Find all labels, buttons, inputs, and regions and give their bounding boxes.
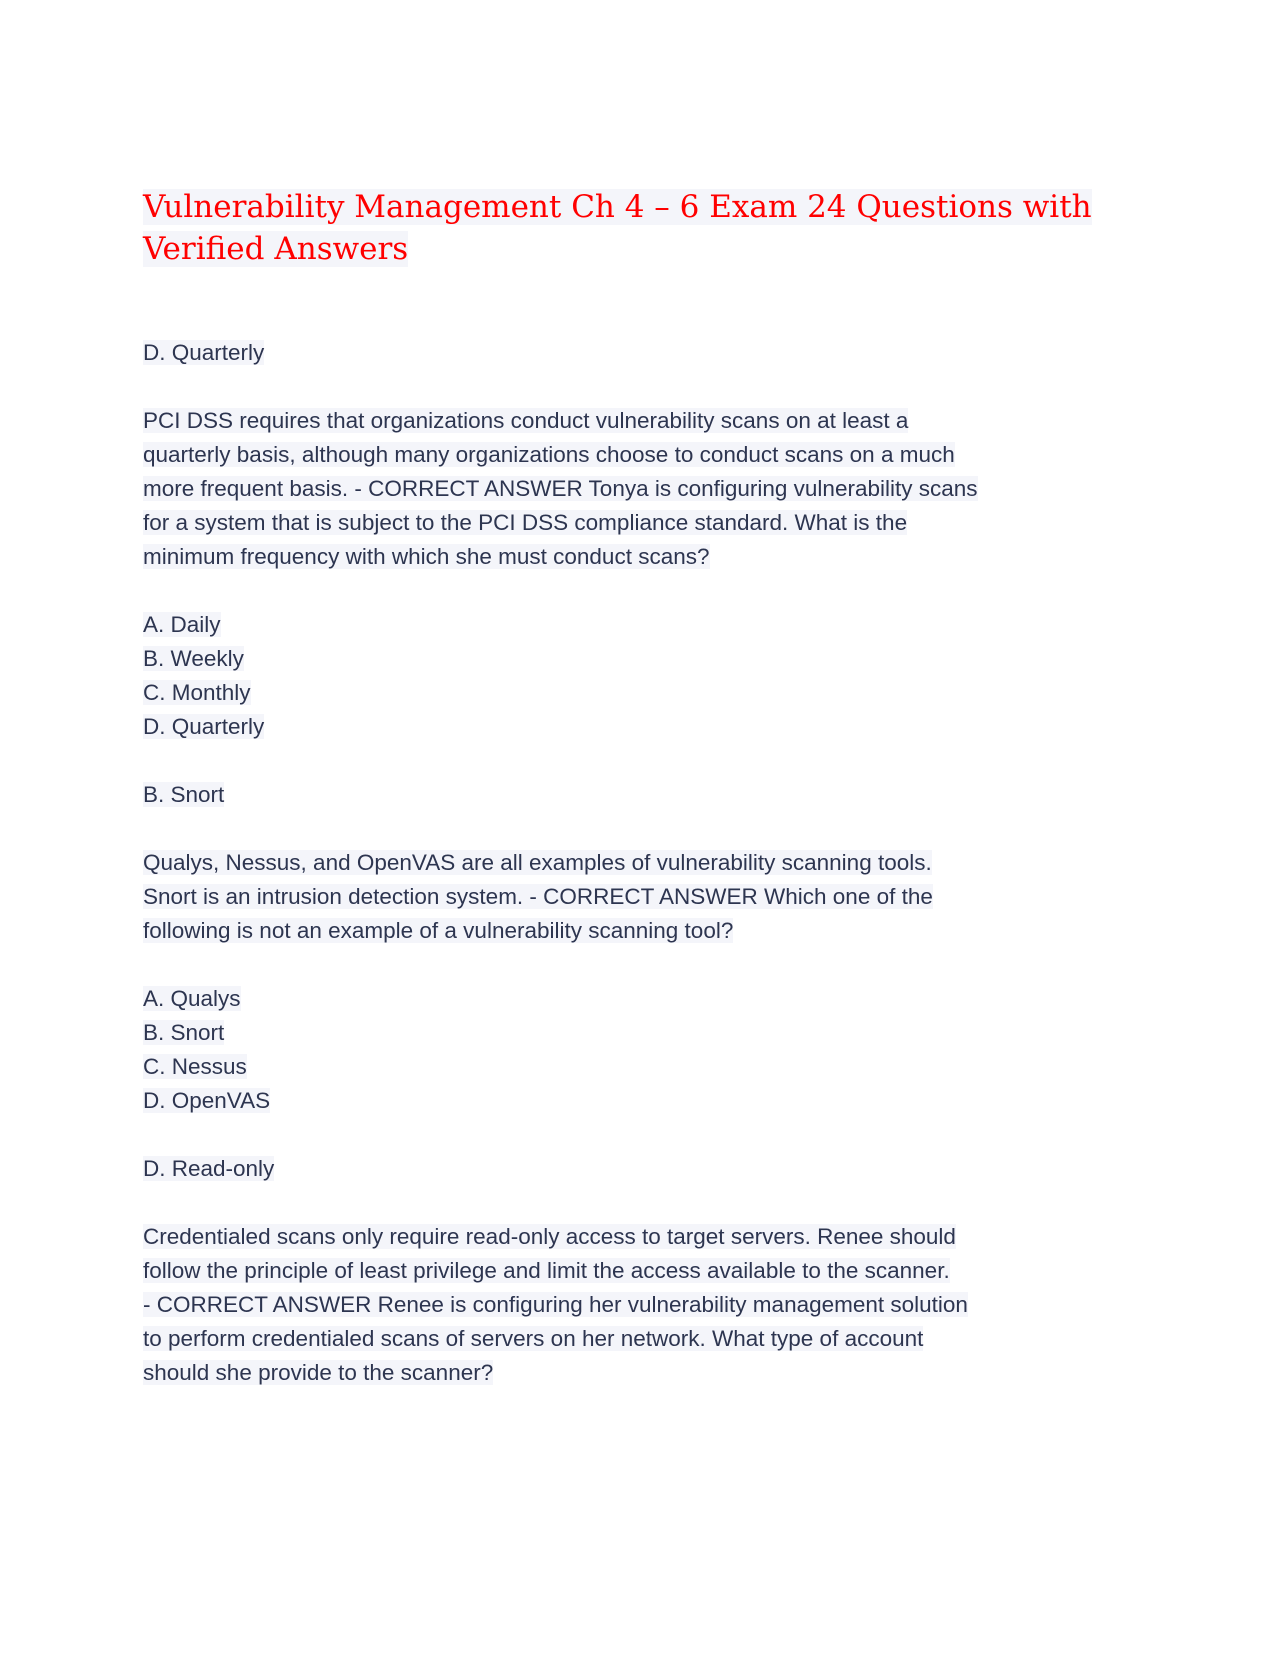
- text-line: B. Snort: [143, 1020, 225, 1045]
- text-line: B. Snort: [143, 782, 225, 807]
- document-body: [143, 336, 1143, 1390]
- title-line: Vulnerability Management Ch 4 – 6 Exam 24 Questions with: [143, 189, 1092, 225]
- text-line: should she provide to the scanner?: [143, 1360, 494, 1385]
- text-line: D. Quarterly: [143, 714, 265, 739]
- text-line: A. Daily: [143, 612, 221, 637]
- text-line: A. Qualys: [143, 986, 241, 1011]
- text-line: for a system that is subject to the PCI DSS compliance standard. What is the: [143, 510, 908, 535]
- text-line: to perform credentialed scans of servers on her network. What type of account: [143, 1326, 924, 1351]
- answer-line: [143, 1152, 1143, 1186]
- text-line: Qualys, Nessus, and OpenVAS are all examples of vulnerability scanning tools.: [143, 850, 932, 875]
- explanation-paragraph: [143, 846, 1143, 948]
- options-list: [143, 608, 1143, 744]
- text-line: PCI DSS requires that organizations conduct vulnerability scans on at least a: [143, 408, 909, 433]
- text-line: more frequent basis. - CORRECT ANSWER Tonya is configuring vulnerability scans: [143, 476, 978, 501]
- text-line: following is not an example of a vulnerability scanning tool?: [143, 918, 734, 943]
- explanation-paragraph: [143, 404, 1143, 574]
- title-line: Verified Answers: [143, 231, 409, 267]
- text-line: Credentialed scans only require read-only access to target servers. Renee should: [143, 1224, 956, 1249]
- text-line: B. Weekly: [143, 646, 244, 671]
- text-line: - CORRECT ANSWER Renee is configuring her vulnerability management solution: [143, 1292, 968, 1317]
- document-title: [143, 186, 1143, 270]
- text-line: Snort is an intrusion detection system. - CORRECT ANSWER Which one of the: [143, 884, 933, 909]
- answer-line: [143, 778, 1143, 812]
- text-line: minimum frequency with which she must conduct scans?: [143, 544, 710, 569]
- text-line: C. Monthly: [143, 680, 251, 705]
- text-line: quarterly basis, although many organizations choose to conduct scans on a much: [143, 442, 955, 467]
- answer-line: [143, 336, 1143, 370]
- text-line: D. Quarterly: [143, 340, 265, 365]
- text-line: C. Nessus: [143, 1054, 247, 1079]
- explanation-paragraph: [143, 1220, 1143, 1390]
- text-line: follow the principle of least privilege and limit the access available to the scanner.: [143, 1258, 950, 1283]
- text-line: D. Read-only: [143, 1156, 275, 1181]
- text-line: D. OpenVAS: [143, 1088, 271, 1113]
- options-list: [143, 982, 1143, 1118]
- document-page: [143, 186, 1143, 1424]
